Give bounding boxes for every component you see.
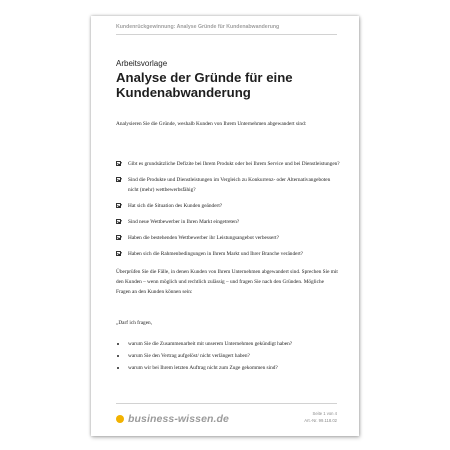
question-intro: „Darf ich fragen,	[116, 320, 153, 326]
checklist-item	[116, 201, 342, 211]
business-wissen-logo	[116, 412, 229, 425]
bullet-icon	[117, 355, 119, 357]
checklist-item-text: Gibt es grundsätzliche Defizite bei Ihrem Produkt oder bei Ihrem Service und bei Dienstleistungen?	[128, 161, 340, 167]
checkbox-checked-icon	[116, 219, 121, 224]
checkbox-checked-icon	[116, 161, 121, 166]
checklist	[116, 159, 342, 265]
footer-divider	[116, 403, 337, 404]
checklist-item-text: Haben die bestehenden Wettbewerber ihr Leistungsangebot verbessert?	[128, 235, 279, 241]
document-subtitle: Arbeitsvorlage	[116, 59, 168, 68]
checkbox-checked-icon	[116, 235, 121, 240]
checklist-item	[116, 175, 342, 195]
checkbox-checked-icon	[116, 177, 121, 182]
checkbox-checked-icon	[116, 203, 121, 208]
checklist-item	[116, 249, 342, 259]
intro-text: Analysieren Sie die Gründe, weshalb Kunden von Ihrem Unternehmen abgewandert sind:	[116, 121, 307, 127]
document-title: Analyse der Gründe für eine Kundenabwanderung	[116, 70, 293, 100]
question-item	[116, 351, 342, 361]
bullet-icon	[117, 343, 119, 345]
question-text: warum Sie den Vertrag aufgelöst/ nicht verlängert haben?	[128, 353, 250, 359]
document-page	[91, 16, 359, 436]
question-item	[116, 339, 342, 349]
checklist-item	[116, 233, 342, 243]
article-number: Art.-Nr. 99.118.02	[304, 418, 337, 423]
question-item	[116, 363, 342, 373]
checklist-item	[116, 159, 342, 169]
bullet-icon	[117, 367, 119, 369]
checklist-item-text: Sind die Produkte und Dienstleistungen im Vergleich zu Konkurrenz- oder Alternativangeboten nicht (mehr) wettbewerbsfähig?	[128, 177, 331, 193]
checklist-item-text: Hat sich die Situation des Kunden geändert?	[128, 203, 223, 209]
logo-dot-icon	[116, 415, 124, 423]
header-divider	[116, 34, 337, 35]
page-info	[304, 410, 337, 424]
logo-text: business-wissen.de	[128, 412, 230, 425]
running-header: Kundenrückgewinnung: Analyse Gründe für Kundenabwanderung	[116, 24, 280, 30]
instruction-paragraph: Überprüfen Sie die Fälle, in denen Kunden von Ihrem Unternehmen abgewandert sind. Sprechen Sie mit den Kunden – wenn möglich und rechtlich zulässig – und fragen Sie nach den Gründen. Mögliche Fragen an den Kunden können sein:	[116, 269, 338, 295]
question-list	[116, 339, 342, 375]
question-text: warum wir bei Ihrem letzten Auftrag nicht zum Zuge gekommen sind?	[128, 365, 278, 371]
checkbox-checked-icon	[116, 251, 121, 256]
question-text: warum Sie die Zusammenarbeit mit unserem Unternehmen gekündigt haben?	[128, 341, 293, 347]
checklist-item	[116, 217, 342, 227]
page-number: Seite 1 von 4	[312, 411, 337, 416]
checklist-item-text: Sind neue Wettbewerber in Ihren Markt eingetreten?	[128, 219, 240, 225]
checklist-item-text: Haben sich die Rahmenbedingungen in Ihrem Markt und Ihrer Branche verändert?	[128, 251, 304, 257]
